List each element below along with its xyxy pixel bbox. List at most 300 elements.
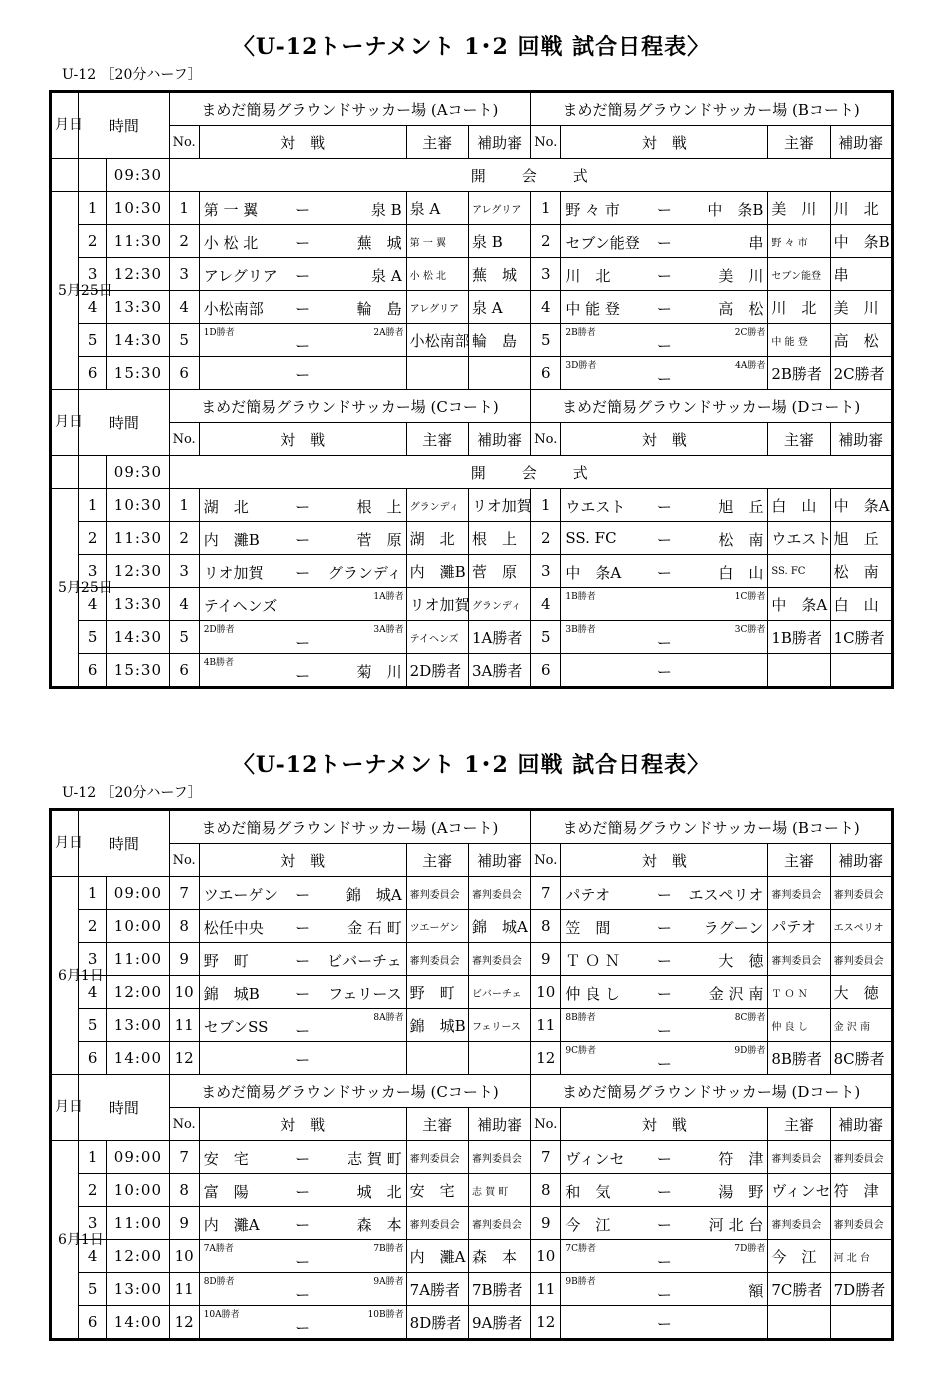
assistant-referee: ビバーチェ [468,976,530,1009]
referee: 白 山 [768,489,830,522]
match-row [51,1207,893,1240]
away-team: 1A勝者 [373,592,404,602]
home-team: 錦 城B [203,985,260,1003]
referee-header: 主審 [768,126,830,159]
match-number: 10 [531,976,561,1009]
referee: 審判委員会 [768,877,830,910]
referee: 内 灘B [406,555,468,588]
slot-number: 2 [79,225,107,258]
home-team: 中 条A [565,564,622,582]
away-team: 錦 城A [345,886,402,904]
match-number: 1 [169,489,199,522]
match-number: 9 [169,1207,199,1240]
referee: 8D勝者 [406,1306,468,1340]
home-team: 松任中央 [203,919,264,937]
kickoff-time: 14:30 [107,621,169,654]
match-number: 6 [169,654,199,688]
date-cell: 5月25日 [51,192,79,390]
referee: テイヘンズ [406,621,468,654]
court-name-right: まめだ簡易グラウンドサッカー場 (Bコート) [531,92,893,126]
home-team: 9B勝者 [565,1277,596,1287]
kickoff-time: 09:00 [107,1141,169,1174]
away-team: 泉 A [371,267,402,285]
opening-ceremony: 開 会 式 [169,159,892,192]
home-team: 8B勝者 [565,1013,596,1023]
referee: 小松南部 [406,324,468,357]
slot-number: 4 [79,1240,107,1273]
date-cell [51,159,79,192]
match-row [51,943,893,976]
match-cell [561,910,768,943]
assistant-header: 補助審 [830,126,892,159]
kickoff-time: 12:30 [107,258,169,291]
referee: 8B勝者 [768,1042,830,1075]
home-team: Ｔ Ｏ Ｎ [565,952,620,970]
slot-cell [79,159,107,192]
court-header-row [51,390,893,423]
kickoff-time: 10:30 [107,192,169,225]
versus-dash: ー [295,1183,311,1201]
kickoff-time: 11:30 [107,225,169,258]
no-header: No. [531,844,561,877]
court-name-left: まめだ簡易グラウンドサッカー場 (Cコート) [169,390,531,423]
schedule-table [49,90,894,689]
versus-dash: ー [656,234,672,252]
referee-header: 主審 [406,126,468,159]
match-row [51,976,893,1009]
assistant-header: 補助審 [468,126,530,159]
assistant-referee: 中 条B [830,225,892,258]
referee: セブン能登 [768,258,830,291]
assistant-referee [468,1042,530,1075]
time-header: 時間 [79,810,169,877]
away-team: 1C勝者 [734,592,766,602]
category-label: U-12 ［20分ハーフ］ [62,67,202,83]
slot-number: 6 [79,357,107,390]
away-team: 旭 丘 [718,498,764,516]
match-number: 12 [531,1042,561,1075]
slot-number: 5 [79,1009,107,1042]
match-row [51,324,893,357]
kickoff-time: 14:00 [107,1306,169,1340]
referee [406,357,468,390]
versus-dash: ー [295,234,311,252]
away-team: 松 南 [718,531,764,549]
assistant-referee: 高 松 [830,324,892,357]
match-number: 1 [531,192,561,225]
column-header-row [51,126,893,159]
match-row [51,225,893,258]
match-number: 4 [169,588,199,621]
referee: 仲 良 し [768,1009,830,1042]
referee: 審判委員会 [768,943,830,976]
slot-number: 3 [79,555,107,588]
match-cell [561,1174,768,1207]
match-number: 7 [531,1141,561,1174]
versus-dash: ー [295,201,311,219]
home-team: ヴィンセ [565,1150,625,1168]
match-header: 対 戦 [561,844,768,877]
versus-dash: ー [295,1051,311,1069]
away-team: 7D勝者 [734,1244,766,1254]
home-team: 8D勝者 [203,1277,235,1287]
assistant-referee: 泉 B [468,225,530,258]
match-cell [199,357,406,390]
referee: 内 灘A [406,1240,468,1273]
match-number: 3 [531,258,561,291]
away-team: 9D勝者 [734,1046,766,1056]
versus-dash: ー [295,634,311,652]
home-team: セブンSS [203,1018,269,1036]
assistant-referee: 旭 丘 [830,522,892,555]
home-team: パテオ [565,886,611,904]
away-team: 2A勝者 [373,328,404,338]
versus-dash: ー [295,1319,311,1337]
time-header: 時間 [79,390,169,456]
match-cell [199,910,406,943]
versus-dash: ー [295,531,311,549]
home-team: 今 江 [565,1216,611,1234]
referee: 審判委員会 [406,943,468,976]
home-team: SS. FC [565,529,617,547]
versus-dash: ー [656,337,672,355]
match-number: 9 [169,943,199,976]
referee: 川 北 [768,291,830,324]
away-team: 大 徳 [718,952,764,970]
assistant-referee: 1C勝者 [830,621,892,654]
slot-number: 2 [79,1174,107,1207]
referee: 7A勝者 [406,1273,468,1306]
match-cell [199,1306,406,1340]
away-team: 2C勝者 [734,328,766,338]
match-row [51,910,893,943]
kickoff-time: 14:00 [107,1042,169,1075]
away-team: 金 石 町 [347,919,402,937]
assistant-referee: 松 南 [830,555,892,588]
away-team: 額 [748,1282,764,1300]
slot-number: 3 [79,943,107,976]
match-number: 11 [169,1273,199,1306]
assistant-referee: エスペリオ [830,910,892,943]
match-number: 4 [169,291,199,324]
away-team: 符 津 [718,1150,764,1168]
home-team: テイヘンズ [203,597,278,615]
slot-number: 3 [79,1207,107,1240]
match-cell [199,1240,406,1273]
match-cell [199,654,406,688]
referee: 第 一 翼 [406,225,468,258]
referee: 2B勝者 [768,357,830,390]
match-row [51,291,893,324]
assistant-referee: 川 北 [830,192,892,225]
home-team: ウエスト [565,498,626,516]
versus-dash: ー [295,267,311,285]
assistant-referee: リオ加賀 [468,489,530,522]
referee: Ｔ Ｏ Ｎ [768,976,830,1009]
assistant-referee: 志 賀 町 [468,1174,530,1207]
match-row [51,1009,893,1042]
kickoff-time: 15:30 [107,357,169,390]
assistant-referee: 3A勝者 [468,654,530,688]
court-name-left: まめだ簡易グラウンドサッカー場 (Aコート) [169,810,531,844]
match-number: 3 [531,555,561,588]
match-number: 1 [169,192,199,225]
referee-header: 主審 [768,844,830,877]
match-number: 6 [169,357,199,390]
away-team: フェリース [328,985,402,1003]
match-cell [199,324,406,357]
slot-number: 6 [79,1306,107,1340]
match-cell [199,1009,406,1042]
kickoff-time: 12:00 [107,1240,169,1273]
home-team: 野 町 [203,952,249,970]
match-cell [561,522,768,555]
month-day-header: 月日 [51,1075,79,1141]
assistant-referee: 白 山 [830,588,892,621]
kickoff-time: 15:30 [107,654,169,688]
home-team: 2D勝者 [203,625,235,635]
assistant-referee: 9A勝者 [468,1306,530,1340]
kickoff-time: 11:00 [107,1207,169,1240]
match-number: 5 [531,621,561,654]
assistant-referee [468,357,530,390]
away-team: 美 川 [718,267,764,285]
assistant-referee: 中 条A [830,489,892,522]
away-team: エスペリオ [688,886,764,904]
versus-dash: ー [295,886,311,904]
match-cell [199,258,406,291]
assistant-referee: グランディ [468,588,530,621]
home-team: アレグリア [203,267,278,285]
away-team: 白 山 [718,564,764,582]
slot-number: 6 [79,1042,107,1075]
versus-dash: ー [295,1253,311,1271]
home-team: 川 北 [565,267,611,285]
match-header: 対 戦 [199,423,406,456]
slot-number: 1 [79,489,107,522]
slot-cell [79,456,107,489]
assistant-referee: 7D勝者 [830,1273,892,1306]
referee: 野 々 市 [768,225,830,258]
home-team: 小 松 北 [203,234,259,252]
court-header-row [51,1075,893,1108]
assistant-header: 補助審 [468,423,530,456]
away-team: 泉 B [370,201,402,219]
time-header: 時間 [79,1075,169,1141]
no-header: No. [169,1108,199,1141]
slot-number: 5 [79,1273,107,1306]
assistant-referee: 大 徳 [830,976,892,1009]
match-number: 11 [531,1009,561,1042]
match-cell [199,976,406,1009]
match-cell [561,1207,768,1240]
match-cell [199,192,406,225]
assistant-referee: 審判委員会 [468,877,530,910]
court-name-right: まめだ簡易グラウンドサッカー場 (Bコート) [531,810,893,844]
match-row [51,357,893,390]
match-cell [561,621,768,654]
away-team: 3C勝者 [734,625,766,635]
match-number: 8 [531,910,561,943]
match-number: 2 [531,522,561,555]
home-team: 内 灘A [203,1216,260,1234]
away-team: 4A勝者 [735,361,766,371]
referee: アレグリア [406,291,468,324]
referee: SS. FC [768,555,830,588]
match-number: 6 [531,357,561,390]
match-number: 4 [531,291,561,324]
match-cell [199,1273,406,1306]
away-team: グランディ [327,564,402,582]
slot-number: 4 [79,588,107,621]
referee: 錦 城B [406,1009,468,1042]
referee: 美 川 [768,192,830,225]
away-team: 菊 川 [356,663,402,681]
referee: 審判委員会 [406,1141,468,1174]
month-day-header: 月日 [51,92,79,159]
month-day-header: 月日 [51,810,79,877]
versus-dash: ー [656,886,672,904]
match-number: 8 [169,910,199,943]
assistant-referee: 菅 原 [468,555,530,588]
referee-header: 主審 [768,423,830,456]
slot-number: 2 [79,522,107,555]
versus-dash: ー [656,663,672,681]
match-row [51,258,893,291]
assistant-referee: 審判委員会 [830,1207,892,1240]
referee: 中 能 登 [768,324,830,357]
match-cell [199,1141,406,1174]
match-number: 8 [169,1174,199,1207]
kickoff-time: 10:30 [107,489,169,522]
versus-dash: ー [656,1216,672,1234]
column-header-row [51,844,893,877]
away-team: 金 沢 南 [708,985,764,1003]
versus-dash: ー [656,634,672,652]
match-row [51,1174,893,1207]
match-cell [561,1306,768,1340]
assistant-referee: 1A勝者 [468,621,530,654]
away-team: 輪 島 [356,300,402,318]
match-row [51,1306,893,1340]
kickoff-time: 13:30 [107,291,169,324]
referee: 審判委員会 [768,1207,830,1240]
month-day-header: 月日 [51,390,79,456]
match-cell [561,555,768,588]
court-name-left: まめだ簡易グラウンドサッカー場 (Cコート) [169,1075,531,1108]
versus-dash: ー [295,952,311,970]
assistant-referee: 7B勝者 [468,1273,530,1306]
match-cell [561,1042,768,1075]
assistant-header: 補助審 [830,1108,892,1141]
versus-dash: ー [295,1216,311,1234]
match-cell [199,943,406,976]
match-row [51,1141,893,1174]
assistant-header: 補助審 [830,844,892,877]
versus-dash: ー [295,337,311,355]
referee: ツエーゲン [406,910,468,943]
match-row [51,192,893,225]
kickoff-time: 14:30 [107,324,169,357]
home-team: 野 々 市 [565,201,620,219]
referee: パテオ [768,910,830,943]
away-team: 根 上 [356,498,402,516]
home-team: セブン能登 [565,234,640,252]
home-team: 9C勝者 [565,1046,596,1056]
no-header: No. [169,844,199,877]
referee: グランディ [406,489,468,522]
match-cell [199,1042,406,1075]
date-cell: 5月25日 [51,489,79,688]
kickoff-time: 10:00 [107,910,169,943]
match-number: 4 [531,588,561,621]
home-team: リオ加賀 [203,564,264,582]
versus-dash: ー [656,267,672,285]
away-team: 森 本 [356,1216,402,1234]
match-row [51,1042,893,1075]
ceremony-row [51,159,893,192]
assistant-referee: 審判委員会 [830,943,892,976]
referee: 2D勝者 [406,654,468,688]
slot-number: 1 [79,1141,107,1174]
ceremony-row [51,456,893,489]
versus-dash: ー [656,300,672,318]
assistant-referee: 串 [830,258,892,291]
match-number: 7 [169,1141,199,1174]
slot-number: 5 [79,621,107,654]
match-number: 11 [169,1009,199,1042]
referee [406,1042,468,1075]
home-team: 4B勝者 [203,658,235,668]
match-number: 3 [169,555,199,588]
match-number: 12 [531,1306,561,1340]
kickoff-time: 13:00 [107,1273,169,1306]
match-cell [199,555,406,588]
versus-dash: ー [295,366,311,384]
match-cell [561,1240,768,1273]
versus-dash: ー [656,1315,672,1333]
away-team: 中 条B [707,201,764,219]
schedule-table [49,808,894,1341]
match-number: 3 [169,258,199,291]
ceremony-time: 09:30 [107,456,169,489]
referee: リオ加賀 [406,588,468,621]
assistant-referee: 蕪 城 [468,258,530,291]
slot-number: 3 [79,258,107,291]
kickoff-time: 13:00 [107,1009,169,1042]
no-header: No. [169,126,199,159]
away-team: ラグーン [703,919,764,937]
column-header-row [51,1108,893,1141]
kickoff-time: 13:30 [107,588,169,621]
match-cell [199,225,406,258]
assistant-referee: 美 川 [830,291,892,324]
away-team: 串 [748,234,764,252]
kickoff-time: 10:00 [107,1174,169,1207]
away-team: 蕪 城 [356,234,402,252]
away-team: 菅 原 [356,531,402,549]
versus-dash: ー [295,498,311,516]
referee: 審判委員会 [768,1141,830,1174]
match-row [51,489,893,522]
home-team: 10A勝者 [203,1310,240,1320]
home-team: 安 宅 [203,1150,249,1168]
court-header-row [51,92,893,126]
referee-header: 主審 [406,844,468,877]
match-cell [561,258,768,291]
assistant-referee: 錦 城A [468,910,530,943]
assistant-referee: 泉 A [468,291,530,324]
